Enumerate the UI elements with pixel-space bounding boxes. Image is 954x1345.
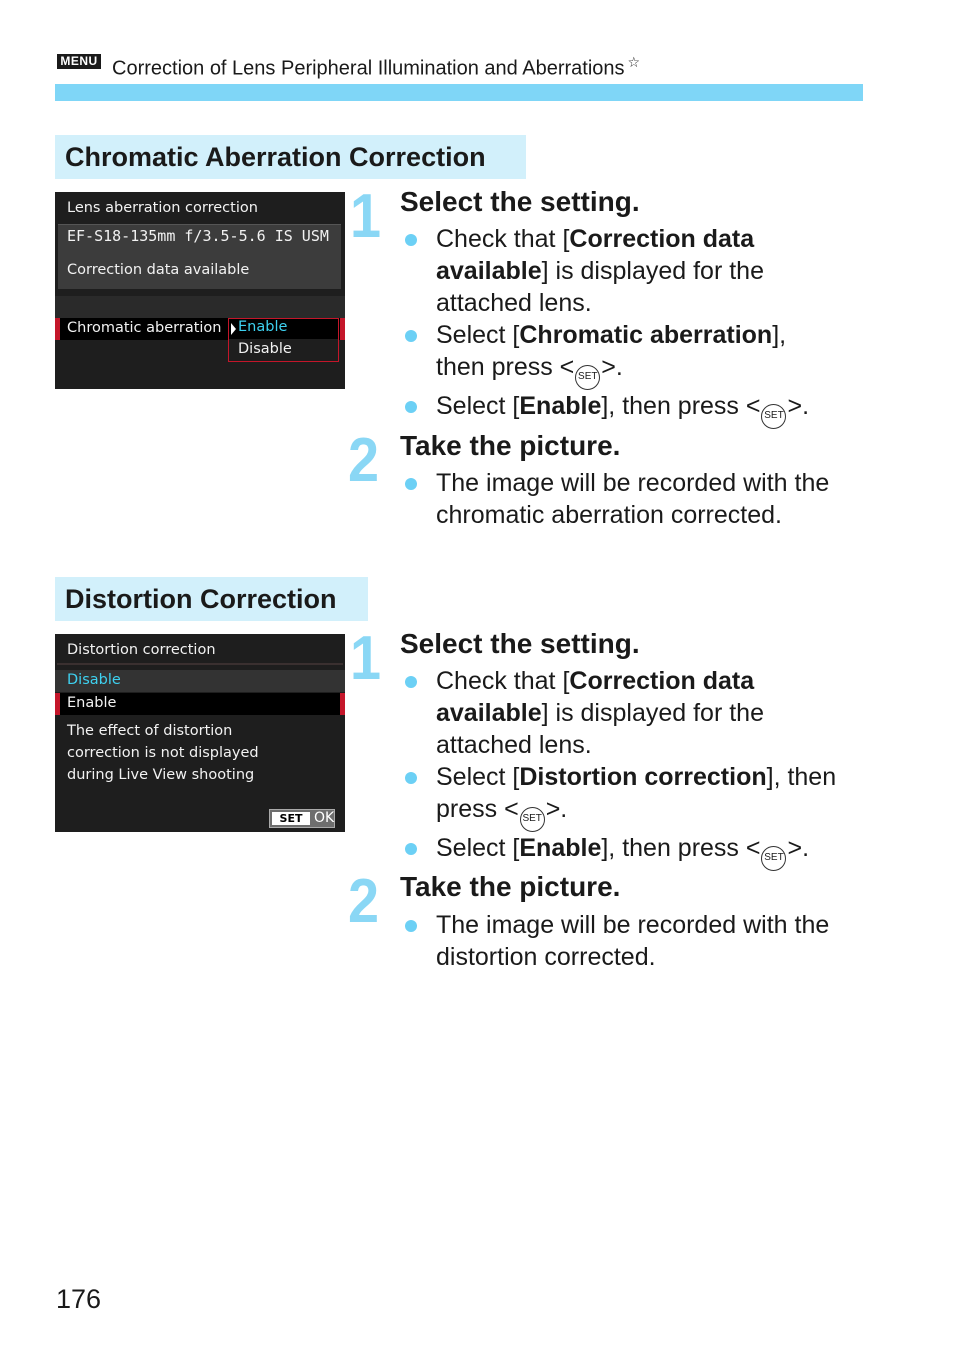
set-button-icon: SET xyxy=(761,846,786,871)
text: Check that [ xyxy=(436,667,570,695)
title-divider xyxy=(57,663,343,665)
screen-title: Lens aberration correction xyxy=(67,200,258,216)
chromatic-aberration-label: Chromatic aberration xyxy=(67,320,222,336)
text: ], then press < xyxy=(601,834,761,862)
text: The image will be recorded with the chromatic aberration corrected. xyxy=(436,469,830,529)
bullet-icon xyxy=(405,920,417,932)
option-enable[interactable]: Enable xyxy=(67,695,117,711)
instruction-item xyxy=(400,319,840,390)
note-line-1: The effect of distortion xyxy=(67,723,233,739)
text: Select [ xyxy=(436,763,520,791)
menu-icon: MENU xyxy=(57,54,101,69)
step-title: Take the picture. xyxy=(400,430,621,461)
bullet-icon xyxy=(405,234,417,246)
bullet-icon xyxy=(405,478,417,490)
text: ] is displayed for the attached lens. xyxy=(436,699,764,759)
step-2-instructions xyxy=(400,467,840,531)
lens-info-box xyxy=(58,224,341,289)
bullet-icon xyxy=(405,843,417,855)
header-title-text: Correction of Lens Peripheral Illumination and Aberrations xyxy=(112,57,625,80)
set-button-icon: SET xyxy=(520,807,545,832)
menu-name: Chromatic aberration xyxy=(519,321,773,349)
text: Select [ xyxy=(436,321,520,349)
option-enable[interactable]: Enable xyxy=(238,319,288,335)
step-2-instructions xyxy=(400,909,840,973)
lens-name: EF-S18-135mm f/3.5-5.6 IS USM xyxy=(67,227,329,245)
step-title: Select the setting. xyxy=(400,186,640,217)
instruction-item xyxy=(400,665,840,761)
star-icon: ☆ xyxy=(627,54,641,70)
note-line-3: during Live View shooting xyxy=(67,767,255,783)
enable-disable-dropdown[interactable] xyxy=(228,318,339,362)
set-button-icon: SET xyxy=(761,404,786,429)
bullet-icon xyxy=(405,401,417,413)
set-button-icon: SET xyxy=(575,365,600,390)
ok-label: OK xyxy=(314,810,335,826)
step-1-instructions xyxy=(400,665,840,871)
section-heading-chromatic: Chromatic Aberration Correction xyxy=(55,135,526,179)
set-ok-button[interactable] xyxy=(269,809,335,828)
selection-pointer-icon xyxy=(231,323,236,335)
text: ] is displayed for the attached lens. xyxy=(436,257,764,317)
menu-name: Enable xyxy=(519,834,602,862)
text: >. xyxy=(787,392,810,420)
camera-screen-chromatic xyxy=(55,192,345,389)
step-title: Select the setting. xyxy=(400,628,640,659)
instruction-item xyxy=(400,909,840,973)
menu-name: Correction data available xyxy=(436,667,755,727)
text: ], then press < xyxy=(436,763,837,823)
step-number-2: 2 xyxy=(348,426,380,495)
header-title xyxy=(112,50,640,81)
text: >. xyxy=(601,353,623,381)
menu-name: Correction data available xyxy=(436,225,755,285)
text: ], then press < xyxy=(436,321,787,381)
text: Check that [ xyxy=(436,225,570,253)
note-line-2: correction is not displayed xyxy=(67,745,259,761)
text: Select [ xyxy=(436,834,520,862)
text: The image will be recorded with the distortion corrected. xyxy=(436,911,830,971)
text: Select [ xyxy=(436,392,520,420)
section-heading-distortion: Distortion Correction xyxy=(55,577,368,621)
step-number-2: 2 xyxy=(348,867,380,936)
text: >. xyxy=(545,795,568,823)
text: >. xyxy=(787,834,810,862)
bullet-icon xyxy=(405,330,417,342)
menu-name: Distortion correction xyxy=(519,763,767,791)
screen-band xyxy=(55,296,345,318)
header-bar xyxy=(55,84,863,101)
bullet-icon xyxy=(405,772,417,784)
correction-data-status: Correction data available xyxy=(67,262,250,278)
instruction-item xyxy=(400,223,840,319)
instruction-item xyxy=(400,761,840,832)
step-number-1: 1 xyxy=(350,182,382,251)
step-number-1: 1 xyxy=(350,624,382,693)
option-disable[interactable]: Disable xyxy=(67,672,121,688)
instruction-item xyxy=(400,832,840,871)
text: ], then press < xyxy=(601,392,761,420)
option-disable[interactable]: Disable xyxy=(238,341,292,357)
page-number: 176 xyxy=(56,1284,102,1314)
camera-screen-distortion xyxy=(55,634,345,832)
step-title: Take the picture. xyxy=(400,871,621,902)
instruction-item xyxy=(400,467,840,531)
screen-title: Distortion correction xyxy=(67,642,216,658)
menu-name: Enable xyxy=(519,392,602,420)
set-label: SET xyxy=(272,812,310,825)
instruction-item xyxy=(400,390,840,429)
step-1-instructions xyxy=(400,223,840,429)
bullet-icon xyxy=(405,676,417,688)
